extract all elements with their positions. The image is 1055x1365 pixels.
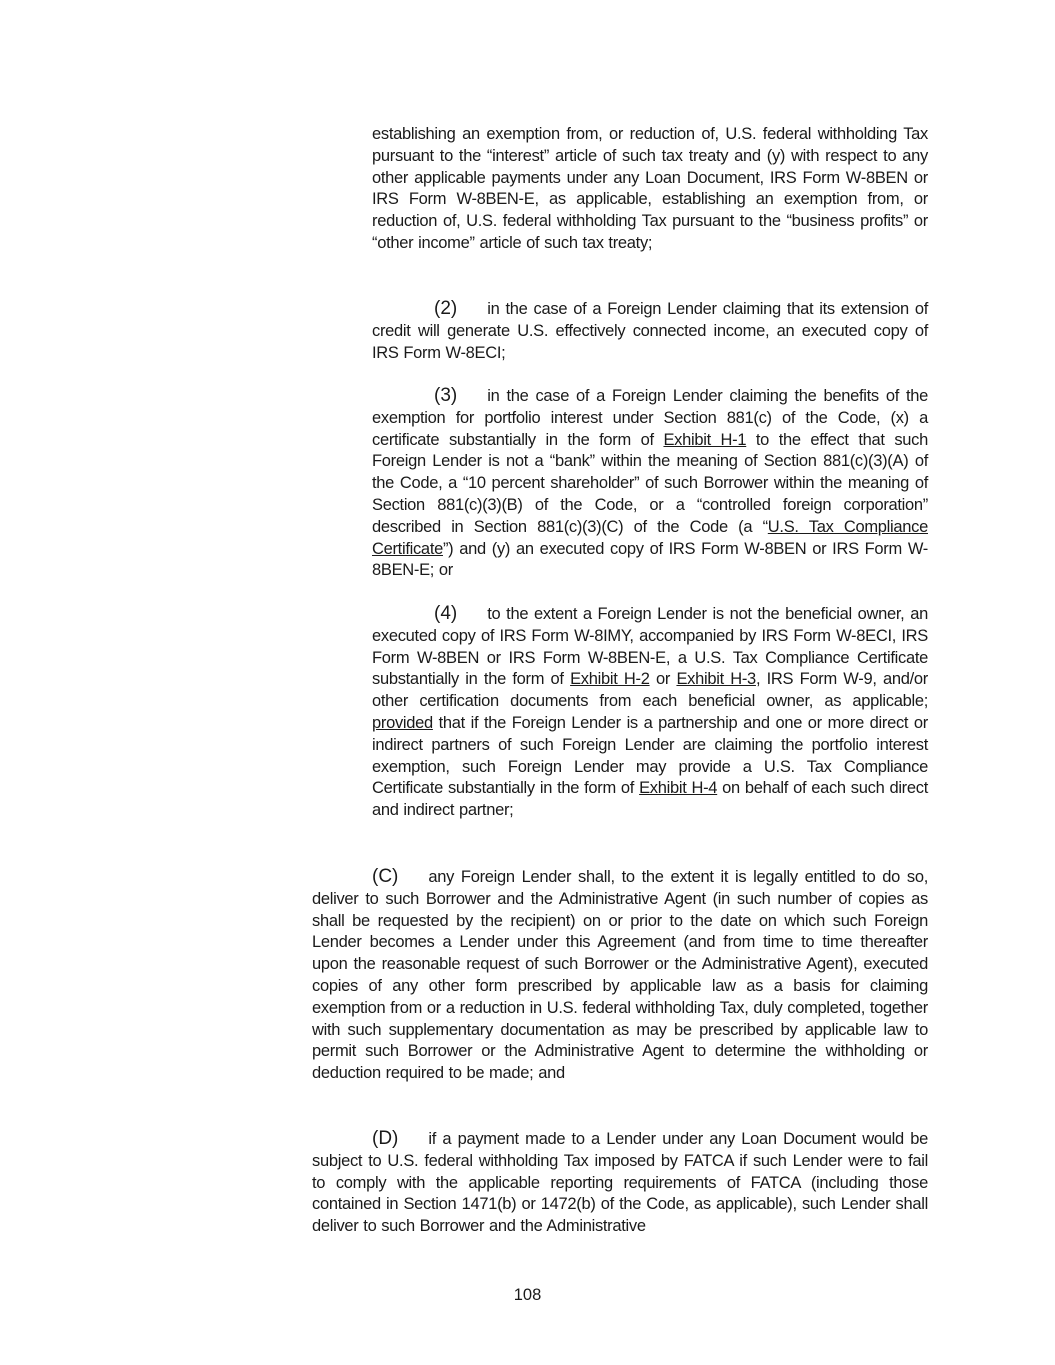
clause-text: , IRS Form W-9, and/or other certification documents from each beneficial owner, as applicable;	[372, 670, 928, 711]
exhibit-h4-reference: Exhibit H-4	[639, 779, 718, 798]
clause-text: any Foreign Lender shall, to the extent it is legally entitled to do so, deliver to such Borrower and the Administrative Agent (in such number of copies as shall be requested by the recipient) on or prior to the date on which such Foreign Lender becomes a Lender under this Agreement (and from time to time thereafter upon the reasonable request of such Borrower or the Administrative Agent), executed copies of any other form prescribed by applicable law as a basis for claiming exemption from or a reduction in U.S. federal withholding Tax, duly completed, together with such supplementary documentation as may be prescribed by applicable law to permit such Borrower or the Administrative Agent to determine the withholding or deduction required to be made; and	[312, 868, 928, 1083]
clause-text: or	[649, 670, 677, 689]
exhibit-h1-reference: Exhibit H-1	[663, 430, 747, 449]
paragraph-text: establishing an exemption from, or reduction of, U.S. federal withholding Tax pursuant to the “interest” article of such tax treaty and (y) with respect to any other applicable payments under any Loan Document, IRS Form W-8BEN or IRS Form W-8BEN-E, as applicable, establishing an exemption from, or reduction of, U.S. federal withholding Tax pursuant to the “business profits” or “other income” article of such tax treaty;	[372, 125, 928, 252]
clause-label: (3)	[434, 385, 458, 406]
clause-text: in the case of a Foreign Lender claiming the benefits of the exemption for portfolio interest under Section 881(c) of the Code, (x) a certificate substantially in the form of	[372, 387, 928, 449]
clause-3	[372, 385, 928, 582]
page-number: 108	[513, 1286, 542, 1304]
clause-d	[312, 1128, 928, 1238]
exhibit-h3-reference: Exhibit H-3	[676, 670, 756, 689]
provided-term: provided	[372, 713, 433, 732]
clause-text: that if the Foreign Lender is a partnership and one or more direct or indirect partners of such Foreign Lender are claiming the portfolio interest exemption, such Foreign Lender may provide a U.S. Tax Compliance Certificate substantially in the form of	[372, 713, 928, 798]
clause-label: (4)	[434, 603, 458, 624]
clause-text: on behalf of each such direct and indirect partner;	[372, 779, 928, 820]
clause-4	[372, 603, 928, 822]
clause-2	[372, 298, 928, 364]
defined-term: U.S. Tax Compliance Certificate	[372, 517, 928, 558]
clause-label: (2)	[434, 298, 458, 319]
clause-text: if a payment made to a Lender under any Loan Document would be subject to U.S. federal withholding Tax imposed by FATCA if such Lender were to fail to comply with the applicable reporting requirements of FATCA (including those contained in Section 1471(b) or 1472(b) of the Code, as applicable), such Lender shall deliver to such Borrower and the Administrative	[312, 1130, 928, 1236]
paragraph-continuation	[372, 124, 928, 255]
clause-c	[312, 866, 928, 1085]
exhibit-h2-reference: Exhibit H-2	[570, 670, 650, 689]
clause-text: in the case of a Foreign Lender claiming that its extension of credit will generate U.S. effectively connected income, an executed copy of IRS Form W-8ECI;	[372, 300, 928, 362]
clause-text: ”) and (y) an executed copy of IRS Form W-8BEN or IRS Form W-8BEN-E; or	[372, 539, 928, 580]
clause-label: (D)	[372, 1128, 399, 1149]
clause-text: to the extent a Foreign Lender is not the beneficial owner, an executed copy of IRS Form W-8IMY, accompanied by IRS Form W-8ECI, IRS Form W-8BEN or IRS Form W-8BEN-E, a U.S. Tax Compliance Certificate substantially in the form of	[372, 605, 928, 689]
clause-label: (C)	[372, 866, 399, 887]
clause-text: to the effect that such Foreign Lender is not a “bank” within the meaning of Section 881(c)(3)(A) of the Code, a “10 percent shareholder” of such Borrower within the meaning of Section 881(c)(3)(B) of the Code, or a “controlled foreign corporation” described in Section 881(c)(3)(C) of the Code (a “	[372, 430, 928, 536]
